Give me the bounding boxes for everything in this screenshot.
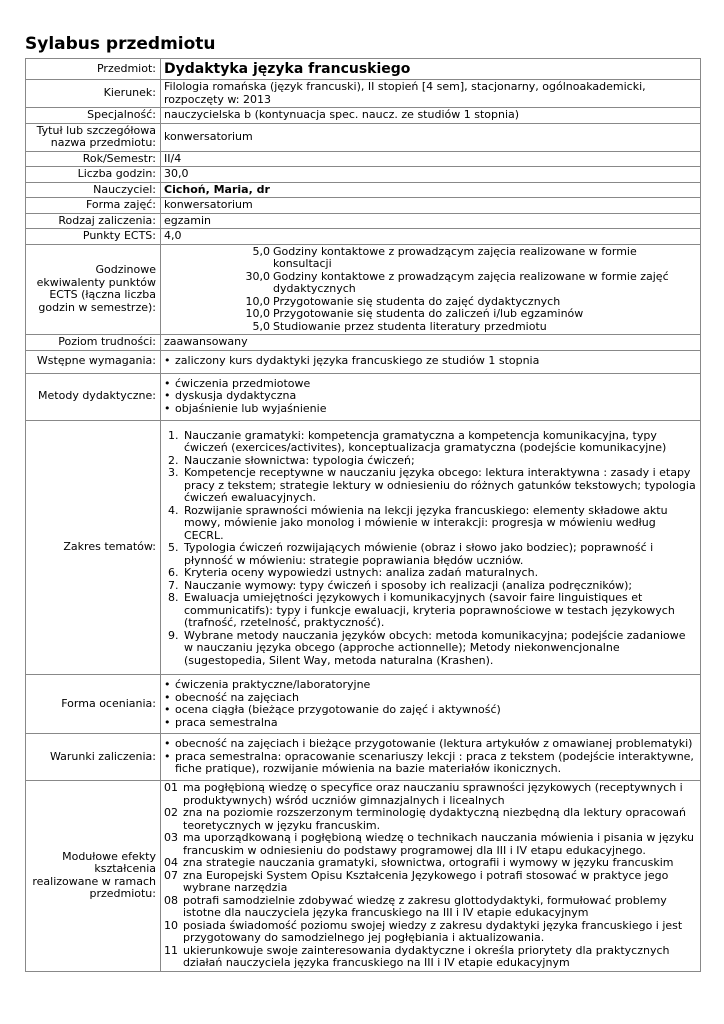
label-rok: Rok/Semestr: [26, 151, 161, 167]
ects-hours-value: 5,0 [252, 319, 270, 333]
label-metody: Metody dydaktyczne: [26, 373, 161, 420]
effect-text: zna Europejski System Opisu Kształcenia Językowego i potrafi stosować w praktyce jego wybrane narzędzia [183, 868, 669, 894]
list-item [164, 807, 697, 832]
row-kierunek [26, 80, 701, 108]
ects-hours-item [164, 271, 697, 296]
value-specjalnosc: nauczycielska b (kontynuacja spec. naucz. ze studiów 1 stopnia) [161, 108, 701, 124]
effect-code: 07 [164, 868, 178, 882]
list-item: 2. Nauczanie słownictwa: typologia ćwiczeń; [182, 455, 697, 468]
value-godziny: 30,0 [161, 167, 701, 183]
label-wymagania: Wstępne wymagania: [26, 350, 161, 373]
efekty-list [164, 782, 697, 970]
value-forma-zajec: konwersatorium [161, 198, 701, 214]
effect-code: 01 [164, 781, 178, 794]
label-ekwiwalenty: Godzinowe ekwiwalenty punktów ECTS (łączna liczba godzin w semestrze): [26, 244, 161, 335]
list-item: 5. Typologia ćwiczeń rozwijających mówienie (obraz i słowo jako bodziec); poprawność i płynność w mówieniu: strategie poprawiania błędów uczniów. [182, 542, 697, 567]
ects-hours-item [164, 321, 697, 334]
value-warunki [161, 734, 701, 781]
row-efekty [26, 781, 701, 972]
value-metody [161, 373, 701, 420]
list-item [164, 832, 697, 857]
row-rodzaj [26, 213, 701, 229]
row-rok [26, 151, 701, 167]
label-przedmiot: Przedmiot: [26, 59, 161, 80]
list-item [164, 920, 697, 945]
ects-hours-value: 10,0 [245, 307, 270, 320]
effect-text: potrafi samodzielnie zdobywać wiedzę z zakresu glottodydaktyki, formułować problemy istotne dla nauczyciela języka francuskiego na III i IV etapie edukacyjnym [183, 893, 667, 919]
value-ects: 4,0 [161, 229, 701, 245]
effect-code: 03 [164, 831, 178, 844]
ects-hours-text: Studiowanie przez studenta literatury przedmiotu [273, 319, 547, 333]
row-ekwiwalenty [26, 244, 701, 335]
label-poziom: Poziom trudności: [26, 335, 161, 351]
ects-hours-value: 5,0 [252, 244, 270, 258]
zakres-list [164, 430, 697, 668]
wymagania-list [164, 355, 697, 368]
list-item: 6. Kryteria oceny wypowiedzi ustnych: analiza zadań maturalnych. [182, 567, 697, 580]
row-tytul [26, 123, 701, 151]
effect-code: 02 [164, 806, 178, 819]
metody-list [164, 378, 697, 416]
row-ects [26, 229, 701, 245]
value-wymagania [161, 350, 701, 373]
label-specjalnosc: Specjalność: [26, 108, 161, 124]
value-ocenianie [161, 675, 701, 734]
ects-hours-text: Przygotowanie się studenta do zaliczeń i/lub egzaminów [273, 307, 584, 320]
label-kierunek: Kierunek: [26, 80, 161, 108]
effect-code: 04 [164, 856, 178, 869]
syllabus-table [25, 58, 701, 972]
row-metody [26, 373, 701, 420]
ects-hours-item [164, 246, 697, 271]
row-forma-zajec [26, 198, 701, 214]
effect-text: posiada świadomość poziomu swojej wiedzy z zakresu dydaktyki języka francuskiego i jest przygotowany do samodzielnego jej pogłębiania i aktualizowania. [183, 918, 683, 944]
label-zakres: Zakres tematów: [26, 420, 161, 675]
list-item: 7. Nauczanie wymowy: typy ćwiczeń i sposoby ich realizacji (analiza podręczników); [182, 580, 697, 593]
list-item [164, 945, 697, 970]
value-nauczyciel: Cichoń, Maria, dr [161, 182, 701, 198]
ects-hours-value: 10,0 [245, 294, 270, 308]
list-item: • ćwiczenia praktyczne/laboratoryjne [164, 679, 697, 692]
list-item: • ocena ciągła (bieżące przygotowanie do zajęć i aktywność) [164, 704, 697, 717]
value-efekty [161, 781, 701, 972]
warunki-list [164, 738, 697, 776]
label-ects: Punkty ECTS: [26, 229, 161, 245]
row-ocenianie [26, 675, 701, 734]
value-kierunek: Filologia romańska (język francuski), II stopień [4 sem], stacjonarny, ogólnoakademicki, rozpoczęty w: 2013 [161, 80, 701, 108]
list-item: 3. Kompetencje receptywne w nauczaniu języka obcego: lektura interaktywna : zasady i etapy pracy z tekstem; strategie lektury w odniesieniu do różnych gatunków tekstowych; typologia ćwiczeń ewaluacyjnych. [182, 467, 697, 505]
value-rodzaj: egzamin [161, 213, 701, 229]
ects-hours-value: 30,0 [245, 269, 270, 283]
row-wymagania [26, 350, 701, 373]
list-item: • praca semestralna: opracowanie scenariuszy lekcji : praca z tekstem (podejście interaktywne, fiche pratique), rozwijanie mówienia na bazie materiałów ikonicznych. [164, 751, 697, 776]
list-item: • dyskusja dydaktyczna [164, 390, 697, 403]
row-specjalnosc [26, 108, 701, 124]
list-item [164, 870, 697, 895]
list-item [164, 857, 697, 870]
value-przedmiot: Dydaktyka języka francuskiego [161, 59, 701, 80]
row-przedmiot [26, 59, 701, 80]
ects-hours-text: Godziny kontaktowe z prowadzącym zajęcia realizowane w formie konsultacji [273, 244, 637, 270]
list-item: 1. Nauczanie gramatyki: kompetencja gramatyczna a kompetencja komunikacyjna, typy ćwiczeń (exercices/activites), konceptualizacja gramatyczna (podejście komunikacyjne) [182, 430, 697, 455]
row-warunki [26, 734, 701, 781]
list-item: 8. Ewaluacja umiejętności językowych i komunikacyjnych (savoir faire linguistiques et communicatifs): typy i funkcje ewaluacji, kryteria poprawnościowe w testach językowych (trafność, rzetelność, praktyczność). [182, 592, 697, 630]
value-zakres [161, 420, 701, 675]
row-poziom [26, 335, 701, 351]
list-item: 9. Wybrane metody nauczania języków obcych: metoda komunikacyjna; podejście zadaniowe w nauczaniu języka obcego (approche actionnelle); Metody niekonwencjonalne (sugestopedia, Silent Way, metoda naturalna (Krashen). [182, 630, 697, 668]
label-rodzaj: Rodzaj zaliczenia: [26, 213, 161, 229]
label-forma-zajec: Forma zajęć: [26, 198, 161, 214]
value-tytul: konwersatorium [161, 123, 701, 151]
row-godziny [26, 167, 701, 183]
row-nauczyciel [26, 182, 701, 198]
ects-hours-item [164, 308, 697, 321]
effect-text: zna strategie nauczania gramatyki, słownictwa, ortografii i wymowy w języku francuskim [183, 856, 674, 869]
value-ekwiwalenty [161, 244, 701, 335]
value-rok: II/4 [161, 151, 701, 167]
list-item: • obecność na zajęciach [164, 692, 697, 705]
list-item: • zaliczony kurs dydaktyki języka francuskiego ze studiów 1 stopnia [164, 355, 697, 368]
effect-text: ukierunkowuje swoje zainteresowania dydaktyczne i określa priorytety dla praktycznych działań nauczyciela języka francuskiego na III i IV etapie edukacyjnym [183, 943, 670, 969]
label-nauczyciel: Nauczyciel: [26, 182, 161, 198]
label-tytul: Tytuł lub szczegółowa nazwa przedmiotu: [26, 123, 161, 151]
row-zakres [26, 420, 701, 675]
label-warunki: Warunki zaliczenia: [26, 734, 161, 781]
list-item [164, 895, 697, 920]
list-item: • obecność na zajęciach i bieżące przygotowanie (lektura artykułów z omawianej problematyki) [164, 738, 697, 751]
ects-hours-text: Godziny kontaktowe z prowadzącym zajęcia realizowane w formie zajęć dydaktycznych [273, 269, 669, 295]
effect-text: zna na poziomie rozszerzonym terminologię dydaktyczną niezbędną dla lektury opracowań teoretycznych w języku francuskim. [183, 806, 686, 832]
effect-code: 08 [164, 893, 178, 907]
ocenianie-list [164, 679, 697, 729]
page-title: Sylabus przedmiotu [25, 34, 216, 54]
label-ocenianie: Forma oceniania: [26, 675, 161, 734]
ects-hours-text: Przygotowanie się studenta do zajęć dydaktycznych [273, 294, 561, 308]
list-item [164, 782, 697, 807]
label-efekty: Modułowe efekty kształcenia realizowane w ramach przedmiotu: [26, 781, 161, 972]
effect-code: 10 [164, 918, 178, 932]
list-item: • praca semestralna [164, 717, 697, 730]
list-item: • objaśnienie lub wyjaśnienie [164, 403, 697, 416]
value-poziom: zaawansowany [161, 335, 701, 351]
list-item: • ćwiczenia przedmiotowe [164, 378, 697, 391]
effect-text: ma pogłębioną wiedzę o specyfice oraz nauczaniu sprawności językowych (receptywnych i produktywnych) wśród uczniów gimnazjalnych i licealnych [183, 781, 683, 807]
ects-hours-list [164, 246, 697, 334]
effect-code: 11 [164, 943, 178, 957]
label-godziny: Liczba godzin: [26, 167, 161, 183]
list-item: 4. Rozwijanie sprawności mówienia na lekcji języka francuskiego: elementy składowe aktu mowy, mówienie jako monolog i mówienie w interakcji: progresja w mówieniu według CECRL. [182, 505, 697, 543]
effect-text: ma uporządkowaną i pogłębioną wiedzę o technikach nauczania mówienia i pisania w języku francuskim w odniesieniu do podstawy programowej dla III i IV etapu edukacyjnego. [183, 831, 695, 857]
